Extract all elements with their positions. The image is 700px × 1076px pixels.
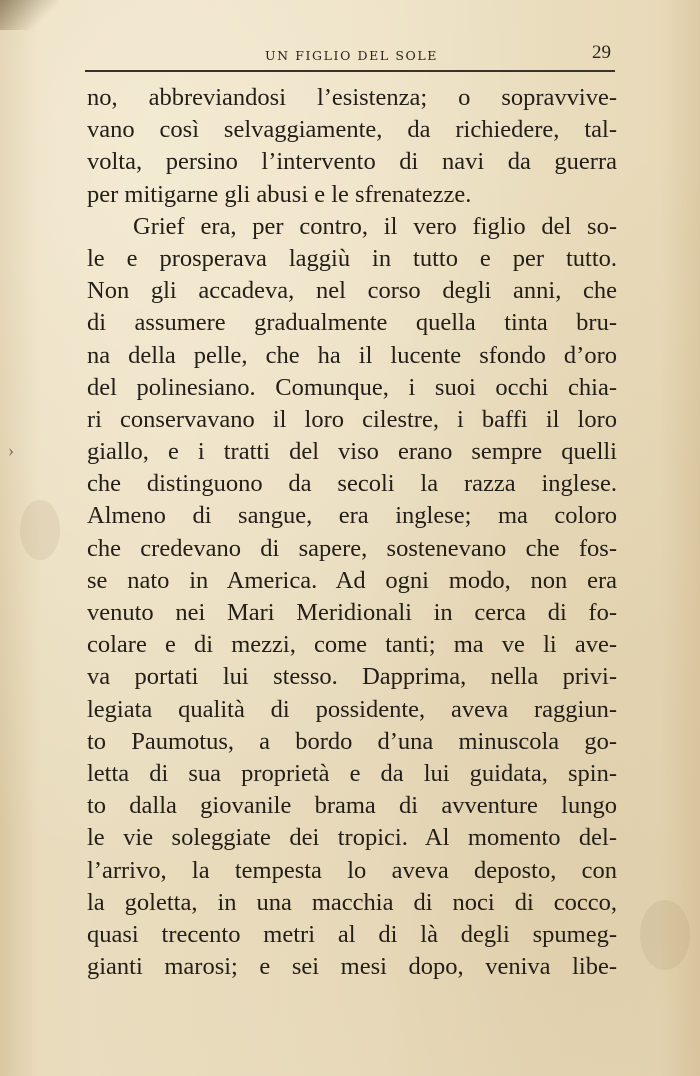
text-line: Almeno di sangue, era inglese; ma coloro <box>87 502 617 530</box>
text-line: legiata qualità di possidente, aveva raggiun- <box>87 695 617 723</box>
page-corner-shadow <box>0 0 60 30</box>
text-line: quasi trecento metri al di là degli spumeg- <box>87 920 617 948</box>
running-title: UN FIGLIO DEL SOLE <box>265 48 438 63</box>
text-line: del polinesiano. Comunque, i suoi occhi chia- <box>87 373 617 401</box>
paper-stain <box>640 900 690 970</box>
text-line: vano così selvaggiamente, da richiedere, tal- <box>87 116 617 144</box>
text-line: se nato in America. Ad ogni modo, non era <box>87 566 617 594</box>
page-number: 29 <box>592 42 611 63</box>
text-line: letta di sua proprietà e da lui guidata, spin- <box>87 759 617 787</box>
text-line: di assumere gradualmente quella tinta bru- <box>87 309 617 337</box>
body-text <box>87 82 617 983</box>
text-line: na della pelle, che ha il lucente sfondo d’oro <box>87 341 617 369</box>
text-line: per mitigarne gli abusi e le sfrenatezze. <box>87 180 472 208</box>
text-line: le vie soleggiate dei tropici. Al momento del- <box>87 824 617 852</box>
text-line: Grief era, per contro, il vero figlio del so- <box>133 212 617 240</box>
header-rule <box>85 70 615 72</box>
text-line: giallo, e i tratti del viso erano sempre quelli <box>87 438 617 466</box>
text-line: venuto nei Mari Meridionali in cerca di fo- <box>87 599 617 626</box>
margin-mark: › <box>8 440 14 460</box>
text-line: to dalla giovanile brama di avventure lungo <box>87 792 617 820</box>
text-line: ri conservavano il loro cilestre, i baffi il loro <box>87 405 617 433</box>
text-line: che distinguono da secoli la razza inglese. <box>87 470 617 498</box>
paper-stain <box>20 500 60 560</box>
text-line: va portati lui stesso. Dapprima, nella privi- <box>87 663 617 691</box>
text-line: colare e di mezzi, come tanti; ma ve li ave- <box>87 631 617 659</box>
text-line: volta, persino l’intervento di navi da guerra <box>87 148 617 176</box>
text-line: no, abbreviandosi l’esistenza; o sopravvive- <box>87 84 617 111</box>
text-line: Non gli accadeva, nel corso degli anni, che <box>87 277 617 305</box>
text-line: to Paumotus, a bordo d’una minuscola go- <box>87 727 617 755</box>
text-line: che credevano di sapere, sostenevano che fos- <box>87 534 617 562</box>
text-line: le e prosperava laggiù in tutto e per tutto. <box>87 244 617 272</box>
text-line: la goletta, in una macchia di noci di cocco, <box>87 888 617 916</box>
text-line: gianti marosi; e sei mesi dopo, veniva libe- <box>87 953 617 981</box>
text-line: l’arrivo, la tempesta lo aveva deposto, con <box>87 856 617 884</box>
